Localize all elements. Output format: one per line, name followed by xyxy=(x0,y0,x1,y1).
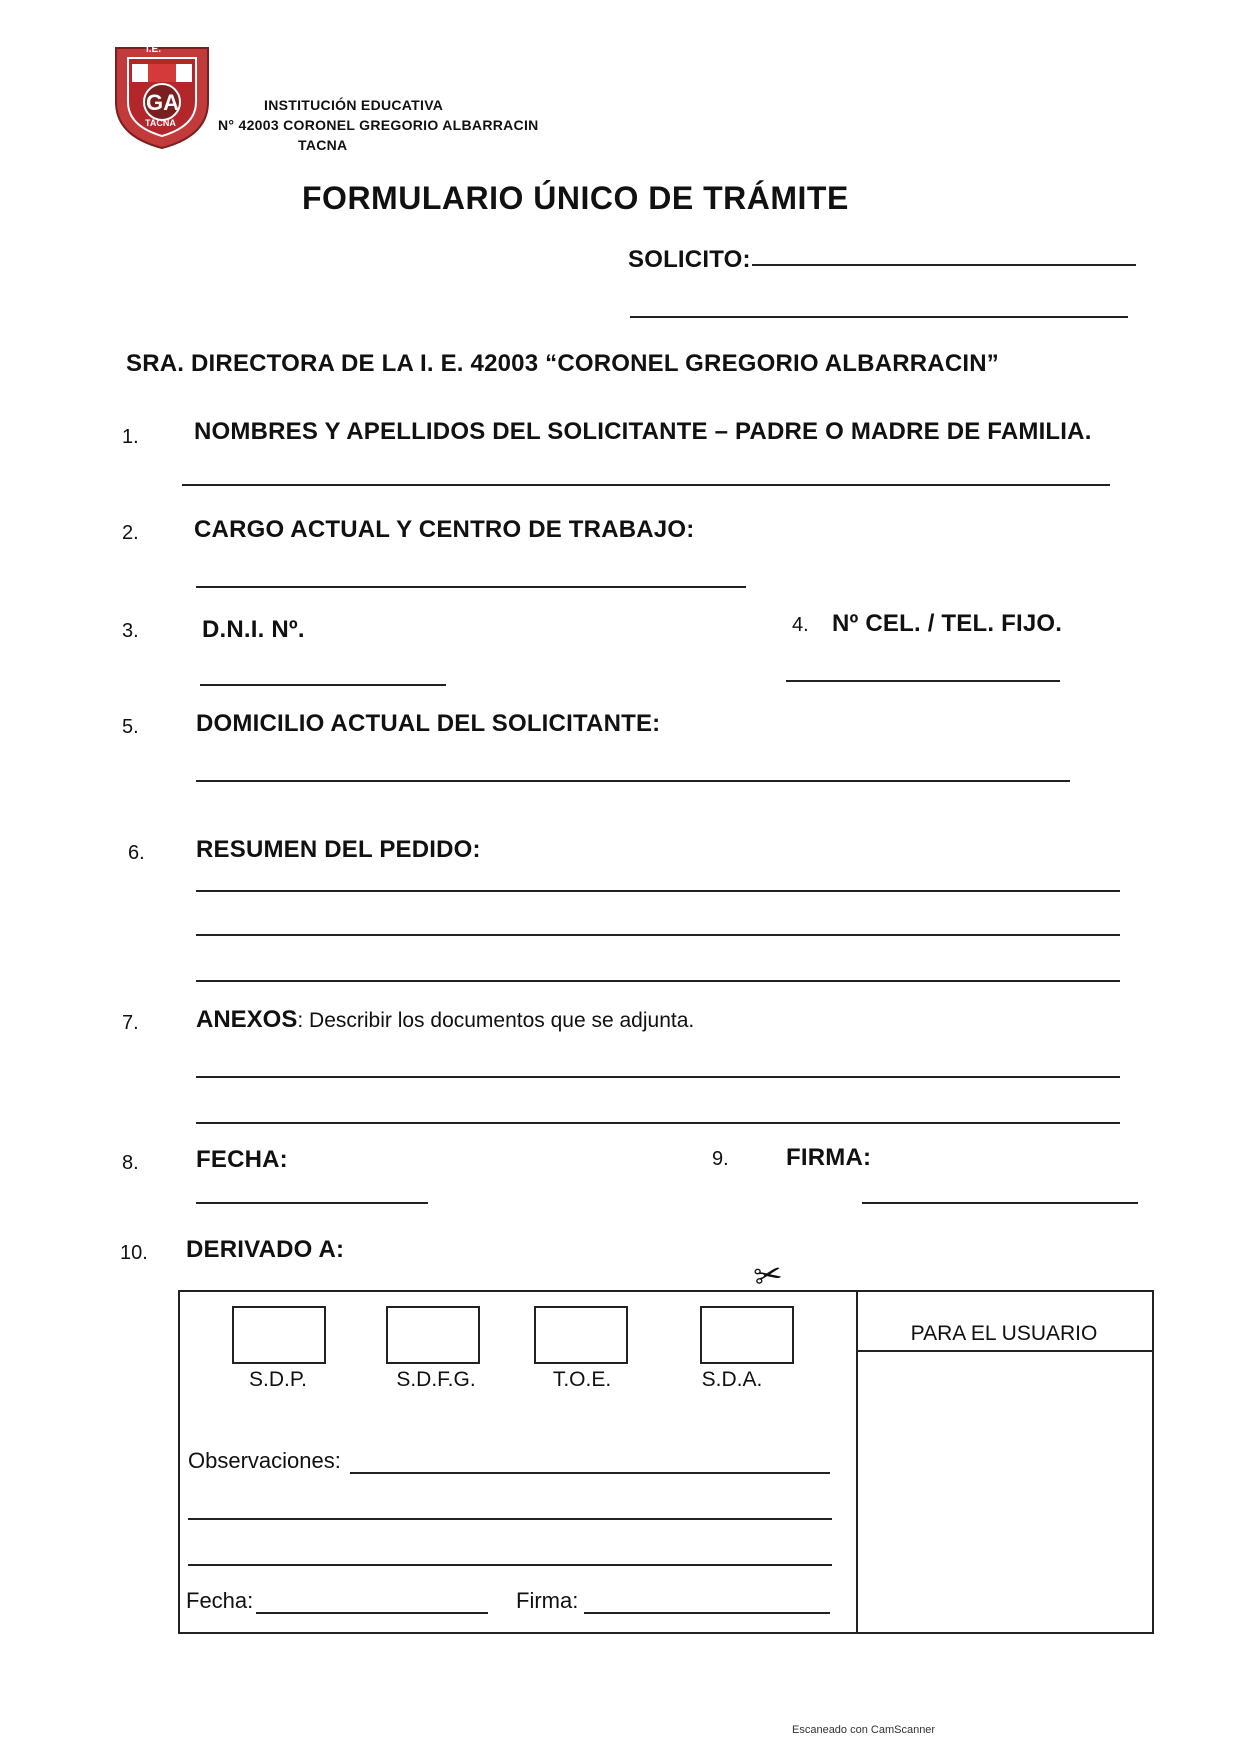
field-9-line[interactable] xyxy=(862,1202,1138,1204)
field-6-line-2[interactable] xyxy=(196,934,1120,936)
field-7-line-2[interactable] xyxy=(196,1122,1120,1124)
field-8-number: 8. xyxy=(122,1152,139,1174)
header-line-2: N° 42003 CORONEL GREGORIO ALBARRACIN xyxy=(218,117,539,133)
checkbox-sda[interactable] xyxy=(700,1306,794,1364)
field-7-label: ANEXOS xyxy=(196,1006,298,1033)
field-10-number: 10. xyxy=(120,1242,148,1264)
logo-initials: GA xyxy=(146,90,179,115)
scanner-footer: Escaneado con CamScanner xyxy=(792,1724,936,1736)
field-1-number: 1. xyxy=(122,426,139,448)
field-1-label: NOMBRES Y APELLIDOS DEL SOLICITANTE – PADRE O MADRE DE FAMILIA. xyxy=(194,418,1092,445)
option-label-sdfg: S.D.F.G. xyxy=(396,1368,476,1391)
field-4-label: Nº CEL. / TEL. FIJO. xyxy=(832,610,1063,637)
checkbox-sdp[interactable] xyxy=(232,1306,326,1364)
box-firma-label: Firma: xyxy=(516,1588,579,1613)
field-6-line-3[interactable] xyxy=(196,980,1120,982)
field-10-label: DERIVADO A: xyxy=(186,1236,345,1263)
field-3-number: 3. xyxy=(122,620,139,642)
solicito-label: SOLICITO: xyxy=(628,246,751,273)
field-7-line-1[interactable] xyxy=(196,1076,1120,1078)
scissors-icon: ✂ xyxy=(750,1254,786,1298)
field-6-number: 6. xyxy=(128,842,145,864)
field-3-line[interactable] xyxy=(200,684,446,686)
field-7-text xyxy=(196,1006,694,1034)
field-6-label: RESUMEN DEL PEDIDO: xyxy=(196,836,481,863)
observaciones-label: Observaciones: xyxy=(188,1448,341,1473)
form-title: FORMULARIO ÚNICO DE TRÁMITE xyxy=(302,180,849,216)
field-7-number: 7. xyxy=(122,1012,139,1034)
option-label-toe: T.O.E. xyxy=(552,1368,612,1391)
solicito-line-2[interactable] xyxy=(630,316,1128,318)
option-label-sdp: S.D.P. xyxy=(249,1368,307,1391)
observaciones-line-3[interactable] xyxy=(188,1564,832,1566)
observaciones-line-2[interactable] xyxy=(188,1518,832,1520)
logo-top-text: I.E. xyxy=(146,44,162,55)
school-logo xyxy=(112,44,212,152)
field-8-label: FECHA: xyxy=(196,1146,288,1173)
field-2-label: CARGO ACTUAL Y CENTRO DE TRABAJO: xyxy=(194,516,695,543)
addressee: SRA. DIRECTORA DE LA I. E. 42003 “CORONEL GREGORIO ALBARRACIN” xyxy=(126,350,999,377)
field-7-desc: : Describir los documentos que se adjunta. xyxy=(297,1009,695,1032)
usuario-box-divider xyxy=(856,1350,1152,1352)
header-line-3: TACNA xyxy=(298,137,348,153)
observaciones-line-1[interactable] xyxy=(350,1472,830,1474)
option-label-sda: S.D.A. xyxy=(701,1368,763,1391)
field-4-number: 4. xyxy=(792,614,809,636)
solicito-line-1[interactable] xyxy=(752,264,1136,266)
field-9-label: FIRMA: xyxy=(786,1144,872,1171)
checkbox-toe[interactable] xyxy=(534,1306,628,1364)
field-9-number: 9. xyxy=(712,1148,729,1170)
checkbox-sdfg[interactable] xyxy=(386,1306,480,1364)
field-5-line[interactable] xyxy=(196,780,1070,782)
usuario-label: PARA EL USUARIO xyxy=(910,1322,1098,1345)
field-2-number: 2. xyxy=(122,522,139,544)
box-fecha-label: Fecha: xyxy=(186,1588,254,1613)
box-firma-line[interactable] xyxy=(584,1612,830,1614)
box-fecha-line[interactable] xyxy=(256,1612,488,1614)
field-4-line[interactable] xyxy=(786,680,1060,682)
field-1-line[interactable] xyxy=(182,484,1110,486)
field-8-line[interactable] xyxy=(196,1202,428,1204)
logo-city: TACNA xyxy=(145,118,176,128)
field-5-label: DOMICILIO ACTUAL DEL SOLICITANTE: xyxy=(196,710,661,737)
field-6-line-1[interactable] xyxy=(196,890,1120,892)
field-2-line[interactable] xyxy=(196,586,746,588)
field-3-label: D.N.I. Nº. xyxy=(202,616,305,643)
field-5-number: 5. xyxy=(122,716,139,738)
header-line-1: INSTITUCIÓN EDUCATIVA xyxy=(264,97,444,113)
